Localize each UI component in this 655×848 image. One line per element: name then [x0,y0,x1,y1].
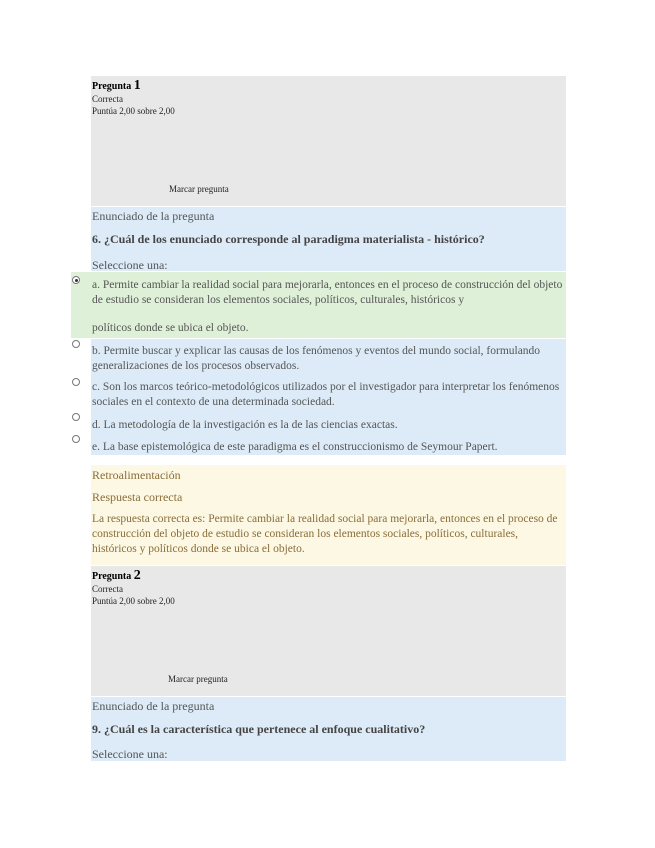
q1-info-panel [91,76,566,206]
q2-question-text: 9. ¿Cuál es la característica que pertenece al enfoque cualitativo? [92,722,426,736]
q1-feedback-status: Respuesta correcta [92,490,183,504]
q1-option-a-text: a. Permite cambiar la realidad social para mejorarla, entonces en el proceso de construcción del objeto de estudio se consideran los elementos sociales, políticos, culturales, históricos y [92,279,563,306]
q1-title-label: Pregunta [92,81,132,92]
q2-select-prompt: Seleccione una: [92,747,168,761]
q1-flag-question[interactable]: Marcar pregunta [169,184,229,194]
q1-select-prompt: Seleccione una: [92,258,168,272]
q1-option-d-radio[interactable] [72,413,80,421]
q1-option-c-radio[interactable] [72,378,80,386]
q1-option-a-radio[interactable] [72,276,80,284]
q2-stem-label: Enunciado de la pregunta [92,699,215,713]
q1-option-a[interactable] [71,272,566,338]
q1-stem-panel [91,207,566,271]
q2-title-label: Pregunta [92,571,132,582]
q1-option-c-text: c. Son los marcos teórico-metodológicos utilizados por el investigador para interpretar los fenómenos sociales en el contexto de una determinada sociedad. [92,381,560,408]
q2-status: Correcta [92,584,123,594]
q2-info-panel [91,566,566,696]
q1-option-b-text: b. Permite buscar y explicar las causas de los fenómenos y eventos del mundo social, formulando generalizaciones de los procesos observados. [92,345,541,372]
q1-option-e[interactable] [91,435,566,455]
q1-feedback-label: Retroalimentación [92,468,181,482]
q1-option-b-radio[interactable] [72,340,80,348]
q1-stem-label: Enunciado de la pregunta [92,209,215,223]
q1-question-text: 6. ¿Cuál de los enunciado corresponde al paradigma materialista - histórico? [92,232,485,246]
q1-status: Correcta [92,94,123,104]
q1-feedback-text: La respuesta correcta es: Permite cambiar la realidad social para mejorarla, entonces en el proceso de construcción del objeto de estudio se consideran los elementos sociales, políticos, culturales, históricos y políticos donde se ubica el objeto. [92,513,558,555]
q1-option-e-text: e. La base epistemológica de este paradigma es el construccionismo de Seymour Papert. [92,441,498,453]
q1-option-b[interactable] [91,339,566,377]
q1-option-c[interactable] [91,377,566,415]
q1-option-d-text: d. La metodología de la investigación es la de las ciencias exactas. [92,419,398,431]
q1-option-d[interactable] [91,415,566,435]
q2-title [92,568,141,584]
q1-option-e-radio[interactable] [72,435,80,443]
q1-number: 1 [133,78,141,93]
q1-feedback-panel [91,465,566,565]
q1-option-a-text-cont: políticos donde se ubica el objeto. [92,322,249,334]
q1-score: Puntúa 2,00 sobre 2,00 [92,106,175,116]
q2-flag-question[interactable]: Marcar pregunta [168,674,228,684]
q2-score: Puntúa 2,00 sobre 2,00 [92,596,175,606]
q1-title [92,78,141,94]
q2-stem-panel [91,697,566,761]
q2-number: 2 [133,568,141,583]
